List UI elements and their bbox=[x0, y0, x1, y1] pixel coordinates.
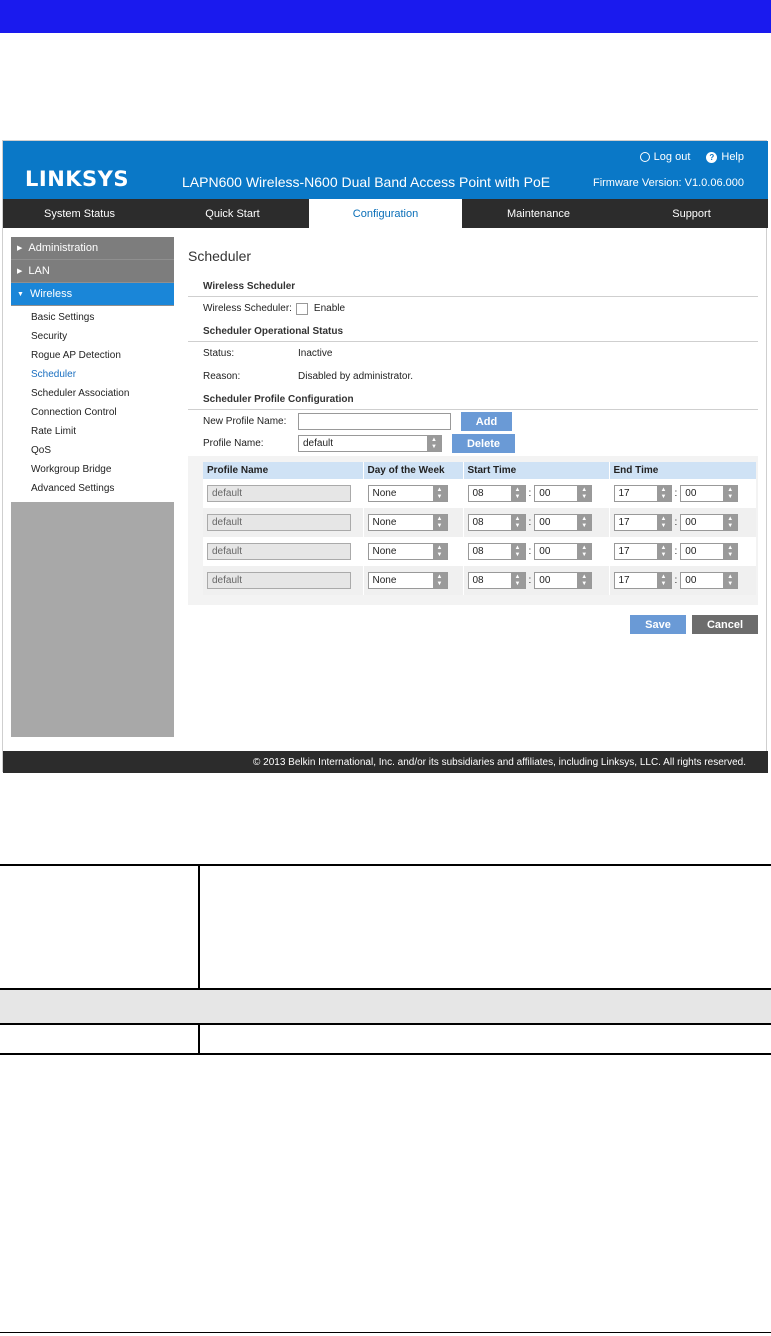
desc-cell-left bbox=[0, 1024, 199, 1054]
col-header-end-time: End Time bbox=[609, 462, 756, 479]
col-header-profile-name: Profile Name bbox=[203, 462, 363, 479]
description-table bbox=[0, 864, 771, 1055]
logout-link[interactable] bbox=[640, 151, 691, 163]
start-time bbox=[468, 543, 609, 560]
profile-name-value: default bbox=[303, 438, 334, 449]
time-separator: : bbox=[528, 575, 532, 586]
page-title: Scheduler bbox=[188, 248, 252, 264]
document-header-bar bbox=[0, 0, 771, 33]
firmware-version: Firmware Version: V1.0.06.000 bbox=[592, 177, 744, 189]
time-separator: : bbox=[528, 546, 532, 557]
delete-button[interactable]: Delete bbox=[452, 434, 515, 453]
end-hour-value: 17 bbox=[618, 546, 630, 557]
tab-configuration[interactable]: Configuration bbox=[309, 199, 462, 228]
enable-checkbox[interactable] bbox=[296, 303, 308, 315]
sidebar-item-label: LAN bbox=[28, 265, 50, 277]
sidebar-item-security[interactable]: Security bbox=[31, 331, 68, 342]
day-select[interactable] bbox=[368, 485, 448, 502]
sidebar-item-basic-settings[interactable]: Basic Settings bbox=[31, 312, 95, 323]
day-value: None bbox=[372, 488, 397, 499]
save-button[interactable]: Save bbox=[630, 615, 686, 634]
profile-name-label: Profile Name: bbox=[203, 438, 264, 449]
tab-support[interactable]: Support bbox=[672, 207, 711, 220]
status-row bbox=[188, 342, 758, 365]
sidebar-item-label: Wireless bbox=[29, 288, 73, 300]
footer bbox=[3, 751, 768, 773]
help-link[interactable] bbox=[706, 151, 744, 163]
start-hour-select[interactable] bbox=[468, 514, 526, 531]
logout-label: Log out bbox=[653, 151, 691, 163]
linksys-admin-window bbox=[2, 140, 767, 772]
spinner-icon: ▲ ▼ bbox=[433, 544, 447, 559]
spinner-icon: ▲ ▼ bbox=[427, 436, 441, 451]
status-value: Inactive bbox=[298, 348, 333, 359]
start-minute-select[interactable] bbox=[534, 514, 592, 531]
sidebar-item-workgroup-bridge[interactable]: Workgroup Bridge bbox=[31, 464, 112, 475]
desc-section-cell bbox=[0, 989, 771, 1024]
new-profile-row bbox=[188, 410, 758, 433]
spinner-icon: ▲ ▼ bbox=[511, 486, 525, 501]
start-minute-value: 00 bbox=[539, 517, 551, 528]
end-hour-value: 17 bbox=[618, 488, 630, 499]
end-hour-select[interactable] bbox=[614, 485, 672, 502]
end-hour-select[interactable] bbox=[614, 514, 672, 531]
spinner-icon: ▲ ▼ bbox=[577, 515, 591, 530]
start-minute-value: 00 bbox=[539, 575, 551, 586]
sidebar bbox=[11, 237, 174, 737]
spinner-icon: ▲ ▼ bbox=[657, 515, 671, 530]
sidebar-item-rate-limit[interactable]: Rate Limit bbox=[31, 426, 77, 437]
spinner-icon: ▲ ▼ bbox=[657, 544, 671, 559]
start-hour-value: 08 bbox=[472, 488, 484, 499]
sidebar-item-lan[interactable] bbox=[11, 260, 174, 283]
chevron-down-icon: ▼ bbox=[17, 290, 24, 298]
start-hour-select[interactable] bbox=[468, 543, 526, 560]
spinner-icon: ▲ ▼ bbox=[433, 573, 447, 588]
end-minute-value: 00 bbox=[685, 546, 697, 557]
end-time bbox=[614, 572, 757, 589]
row-profile-name: default bbox=[207, 485, 351, 502]
end-hour-select[interactable] bbox=[614, 543, 672, 560]
sidebar-item-rogue-ap-detection[interactable]: Rogue AP Detection bbox=[31, 350, 121, 361]
desc-cell-left bbox=[0, 865, 199, 989]
spinner-icon: ▲ ▼ bbox=[511, 515, 525, 530]
add-button[interactable]: Add bbox=[461, 412, 512, 431]
row-profile-name: default bbox=[207, 543, 351, 560]
start-time bbox=[468, 485, 609, 502]
start-time bbox=[468, 514, 609, 531]
main-content bbox=[188, 237, 758, 634]
wireless-submenu bbox=[11, 306, 174, 502]
sidebar-item-qos[interactable]: QoS bbox=[31, 445, 52, 456]
start-hour-value: 08 bbox=[472, 517, 484, 528]
desc-section-row bbox=[0, 989, 771, 1024]
reason-value: Disabled by administrator. bbox=[298, 371, 414, 382]
profile-name-select[interactable] bbox=[298, 435, 442, 452]
end-minute-select[interactable] bbox=[680, 514, 738, 531]
end-minute-value: 00 bbox=[685, 575, 697, 586]
table-row bbox=[203, 508, 756, 537]
end-time bbox=[614, 514, 757, 531]
end-minute-value: 00 bbox=[685, 488, 697, 499]
copyright-text: © 2013 Belkin International, Inc. and/or its subsidiaries and affiliates, including Linksys, LLC. All rights reserved. bbox=[252, 756, 746, 768]
start-hour-value: 08 bbox=[472, 575, 484, 586]
sidebar-item-advanced-settings[interactable]: Advanced Settings bbox=[31, 483, 115, 494]
spinner-icon: ▲ ▼ bbox=[723, 486, 737, 501]
spinner-icon: ▲ ▼ bbox=[577, 544, 591, 559]
time-separator: : bbox=[528, 517, 532, 528]
start-minute-select[interactable] bbox=[534, 572, 592, 589]
header-links bbox=[640, 151, 744, 163]
sidebar-item-label: Administration bbox=[28, 242, 99, 254]
table-row bbox=[203, 537, 756, 566]
spinner-icon: ▲ ▼ bbox=[511, 544, 525, 559]
enable-label: Enable bbox=[313, 303, 346, 314]
chevron-right-icon: ▶ bbox=[17, 268, 23, 275]
start-minute-value: 00 bbox=[539, 546, 551, 557]
chevron-right-icon: ▶ bbox=[17, 245, 23, 252]
sidebar-item-scheduler-association[interactable]: Scheduler Association bbox=[31, 388, 130, 399]
sidebar-item-scheduler[interactable]: Scheduler bbox=[31, 369, 77, 380]
operational-status-heading: Scheduler Operational Status bbox=[188, 320, 758, 342]
time-separator: : bbox=[674, 488, 678, 499]
spinner-icon: ▲ ▼ bbox=[657, 573, 671, 588]
start-hour-select[interactable] bbox=[468, 572, 526, 589]
spinner-icon: ▲ ▼ bbox=[577, 573, 591, 588]
page-bottom-rule bbox=[0, 1332, 771, 1333]
scheduler-panel bbox=[188, 275, 758, 605]
tab-maintenance[interactable]: Maintenance bbox=[507, 207, 570, 220]
day-value: None bbox=[372, 575, 397, 586]
reason-label: Reason: bbox=[203, 371, 241, 382]
end-minute-select[interactable] bbox=[680, 485, 738, 502]
end-hour-value: 17 bbox=[618, 575, 630, 586]
desc-cell-right bbox=[199, 865, 771, 989]
reason-row bbox=[188, 365, 758, 388]
end-minute-value: 00 bbox=[685, 517, 697, 528]
wireless-scheduler-label: Wireless Scheduler: bbox=[203, 303, 292, 314]
day-select[interactable] bbox=[368, 514, 448, 531]
status-label: Status: bbox=[203, 348, 235, 359]
start-minute-value: 00 bbox=[539, 488, 551, 499]
help-label: Help bbox=[721, 151, 744, 163]
end-hour-value: 17 bbox=[618, 517, 630, 528]
sidebar-item-administration[interactable] bbox=[11, 237, 174, 260]
day-select[interactable] bbox=[368, 543, 448, 560]
day-value: None bbox=[372, 546, 397, 557]
day-select[interactable] bbox=[368, 572, 448, 589]
wireless-scheduler-row bbox=[188, 297, 758, 320]
tab-system-status[interactable]: System Status bbox=[44, 207, 115, 220]
spinner-icon: ▲ ▼ bbox=[657, 486, 671, 501]
sidebar-item-connection-control[interactable]: Connection Control bbox=[31, 407, 117, 418]
day-value: None bbox=[372, 517, 397, 528]
start-hour-select[interactable] bbox=[468, 485, 526, 502]
spinner-icon: ▲ ▼ bbox=[723, 573, 737, 588]
help-icon: ? bbox=[706, 152, 717, 163]
end-minute-select[interactable] bbox=[680, 572, 738, 589]
profile-name-row bbox=[188, 433, 758, 456]
end-time bbox=[614, 543, 757, 560]
app-header bbox=[3, 141, 768, 199]
spinner-icon: ▲ ▼ bbox=[433, 486, 447, 501]
spinner-icon: ▲ ▼ bbox=[577, 486, 591, 501]
table-row bbox=[203, 566, 756, 595]
time-separator: : bbox=[674, 517, 678, 528]
power-icon bbox=[640, 152, 650, 162]
row-profile-name: default bbox=[207, 514, 351, 531]
spinner-icon: ▲ ▼ bbox=[723, 515, 737, 530]
end-time bbox=[614, 485, 757, 502]
main-nav bbox=[3, 199, 768, 228]
time-separator: : bbox=[674, 575, 678, 586]
table-row bbox=[203, 479, 756, 508]
desc-cell-right bbox=[199, 1024, 771, 1054]
time-separator: : bbox=[674, 546, 678, 557]
end-minute-select[interactable] bbox=[680, 543, 738, 560]
linksys-logo: LINKSYS bbox=[25, 167, 129, 191]
tab-quick-start[interactable]: Quick Start bbox=[205, 207, 260, 220]
start-time bbox=[468, 572, 609, 589]
product-title: LAPN600 Wireless-N600 Dual Band Access Point with PoE bbox=[182, 174, 551, 190]
start-minute-select[interactable] bbox=[534, 485, 592, 502]
row-profile-name: default bbox=[207, 572, 351, 589]
desc-row bbox=[0, 1024, 771, 1054]
col-header-day: Day of the Week bbox=[363, 462, 463, 479]
spinner-icon: ▲ ▼ bbox=[511, 573, 525, 588]
profile-config-heading: Scheduler Profile Configuration bbox=[188, 388, 758, 410]
new-profile-input[interactable] bbox=[298, 413, 451, 430]
spinner-icon: ▲ ▼ bbox=[433, 515, 447, 530]
col-header-start-time: Start Time bbox=[463, 462, 609, 479]
desc-row bbox=[0, 865, 771, 989]
end-hour-select[interactable] bbox=[614, 572, 672, 589]
start-hour-value: 08 bbox=[472, 546, 484, 557]
wireless-scheduler-heading: Wireless Scheduler bbox=[188, 275, 758, 297]
form-actions bbox=[188, 615, 758, 634]
sidebar-item-wireless[interactable] bbox=[11, 283, 174, 306]
new-profile-label: New Profile Name: bbox=[203, 416, 287, 427]
time-separator: : bbox=[528, 488, 532, 499]
cancel-button[interactable]: Cancel bbox=[692, 615, 758, 634]
start-minute-select[interactable] bbox=[534, 543, 592, 560]
schedule-table bbox=[203, 462, 756, 595]
spinner-icon: ▲ ▼ bbox=[723, 544, 737, 559]
